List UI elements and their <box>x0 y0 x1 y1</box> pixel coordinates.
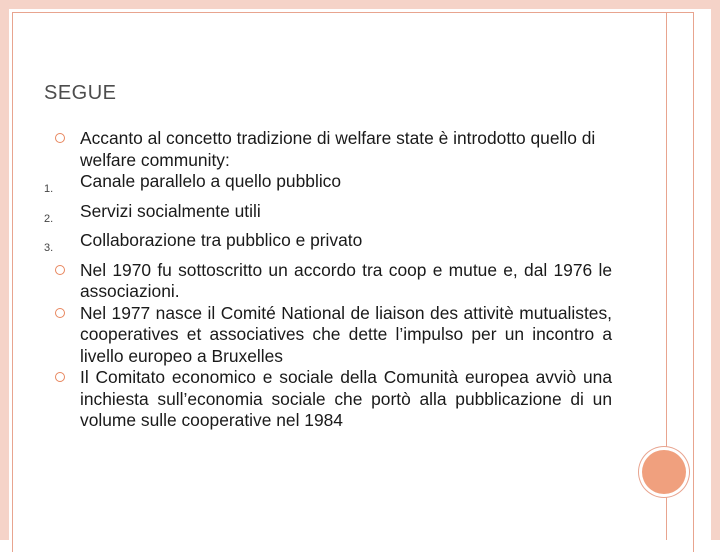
list-item <box>44 230 612 260</box>
list-number: 1. <box>44 183 54 195</box>
list-item-text: Canale parallelo a quello pubblico <box>80 171 342 191</box>
slide-title: SEGUE <box>44 82 117 104</box>
list-item-text: Nel 1970 fu sottoscritto un accordo tra coop e mutue e, dal 1976 le associazioni. <box>80 259 612 301</box>
number-marker <box>44 201 80 231</box>
list-item <box>44 171 612 201</box>
list-item-text: Il Comitato economico e sociale della Comunità europea avviò una inchiesta sull’economia sociale che portò alla pubblicazione di un volume sulle cooperative nel 1984 <box>80 367 612 430</box>
bullet-marker <box>44 128 80 143</box>
circle-bullet-icon <box>55 133 65 143</box>
list-item <box>44 367 612 432</box>
list-item <box>44 201 612 231</box>
list-number: 2. <box>44 212 54 225</box>
bullet-marker <box>44 303 80 318</box>
bullet-marker <box>44 367 80 382</box>
circle-bullet-icon <box>55 308 65 318</box>
number-marker <box>44 230 80 260</box>
list-number: 3. <box>44 242 54 254</box>
list-item-text: Collaborazione tra pubblico e privato <box>80 230 363 250</box>
list-item <box>44 128 612 171</box>
decorative-circle <box>642 450 686 494</box>
circle-bullet-icon <box>55 265 65 275</box>
bullet-marker <box>44 260 80 275</box>
list-item <box>44 260 612 303</box>
number-marker <box>44 171 80 201</box>
list-item-text: Servizi socialmente utili <box>80 200 261 221</box>
circle-bullet-icon <box>55 372 65 382</box>
list-item-text: Accanto al concetto tradizione di welfare state è introdotto quello di welfare community: <box>80 128 596 170</box>
slide-content <box>44 128 612 432</box>
list-item-text: Nel 1977 nasce il Comité National de liaison des attivitè mutualistes, cooperatives et associatives che dette l’impulso per un incontro a livello europeo a Bruxelles <box>80 302 612 366</box>
list-item <box>44 303 612 368</box>
